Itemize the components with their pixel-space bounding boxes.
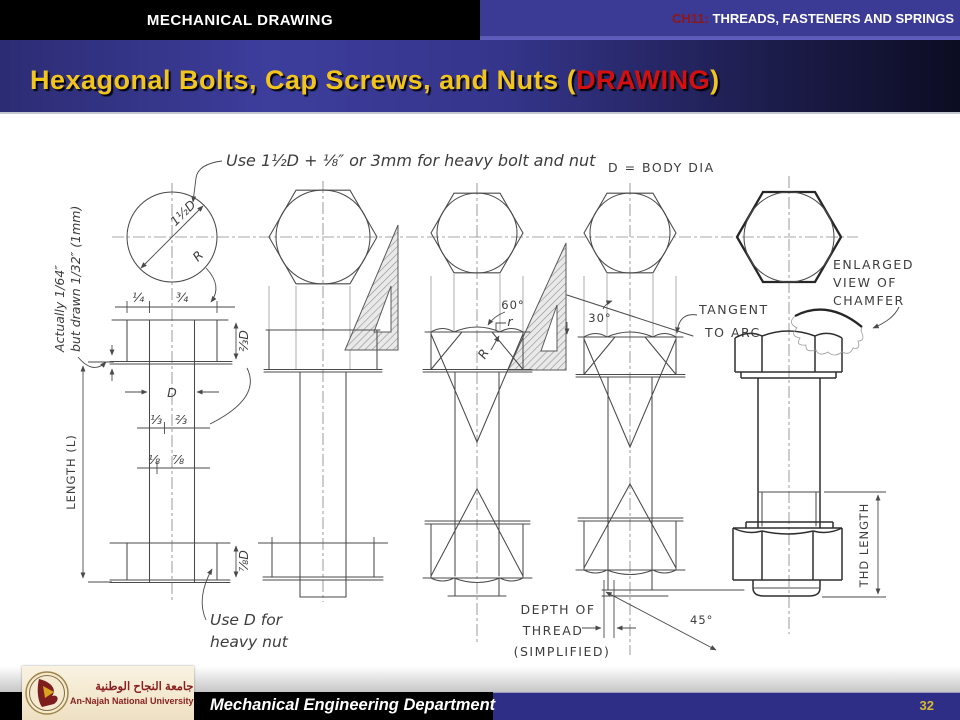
angle-60-label: 60° [501,298,525,312]
course-title: MECHANICAL DRAWING [146,11,334,29]
tangent-note-2: TO ARC [705,325,761,340]
enlarged-note-2: VIEW OF [833,275,897,290]
svg-text:Actually 1/64″: Actually 1/64″ [52,265,67,352]
depth-note-3: (SIMPLIFIED) [513,644,611,659]
department-label: Mechanical Engineering Department [210,696,496,714]
actually-note [52,206,83,353]
depth-note: DEPTH OF [520,602,596,617]
top-note: Use 1½D + ⅛″ or 3mm for heavy bolt and nut [226,151,596,170]
dim-eighth: ⅛ [147,452,161,467]
dia-label: 1½D [167,197,199,229]
radius-label: R [189,247,207,265]
top-annotations [226,151,715,175]
header-left-bar [0,0,480,40]
header-right-bar [480,0,960,38]
enlarged-note-3: CHAMFER [833,293,905,308]
tangent-note: TANGENT [699,302,769,317]
dim-quarter: ¼ [131,290,145,305]
technical-drawing [0,114,960,692]
step1-construction [52,161,289,651]
chamfer-detail-arc [795,310,862,327]
university-logo [22,666,194,720]
chapter-title: THREADS, FASTENERS AND SPRINGS [712,10,954,26]
svg-text:but drawn 1/32″ (1mm): but drawn 1/32″ (1mm) [68,205,83,352]
depth-note-2: THREAD [522,623,584,638]
page-number: 32 [919,698,934,713]
step4-construction [514,193,769,659]
angle-45-label: 45° [690,613,714,627]
body-dia-note: D = BODY DIA [608,160,715,175]
dim-three-quarter: ¾ [175,290,189,305]
page-title [30,65,720,96]
title-prefix: Hexagonal Bolts, Cap Screws, and Nuts ( [30,64,577,95]
dim-third: ⅓ [149,412,163,427]
title-highlight: DRAWING [576,64,711,95]
university-seal-icon [24,670,70,716]
heavy-nut-note: Use D for [210,611,283,629]
chapter-label: CH11: [672,10,713,26]
centerlines [112,176,858,655]
length-label: LENGTH (L) [64,434,78,510]
dim-seven-eighths-d: ⅞D [236,550,251,572]
step3-construction [423,193,566,596]
university-name-english: An-Najah National University [70,695,194,706]
angle-30-label: 30° [588,311,612,325]
thd-length-label: THD LENGTH [857,502,871,588]
small-r-label: r [507,314,513,329]
dim-two-thirds-d: ⅔D [236,330,251,352]
step2-construction [258,190,398,597]
footer-blue-bar [493,692,960,720]
step5-finished-bolt [733,192,914,597]
dim-two-thirds: ⅔ [174,412,188,427]
enlarged-note: ENLARGED [833,257,914,272]
big-r-label: R [474,346,492,362]
title-band [0,38,960,114]
title-suffix: ) [710,64,720,95]
dim-d: D [167,385,177,400]
dim-seven-eighths: ⅞ [171,452,185,467]
university-name-arabic: جامعة النجاح الوطنية [95,680,194,693]
heavy-nut-note-2: heavy nut [210,633,288,651]
